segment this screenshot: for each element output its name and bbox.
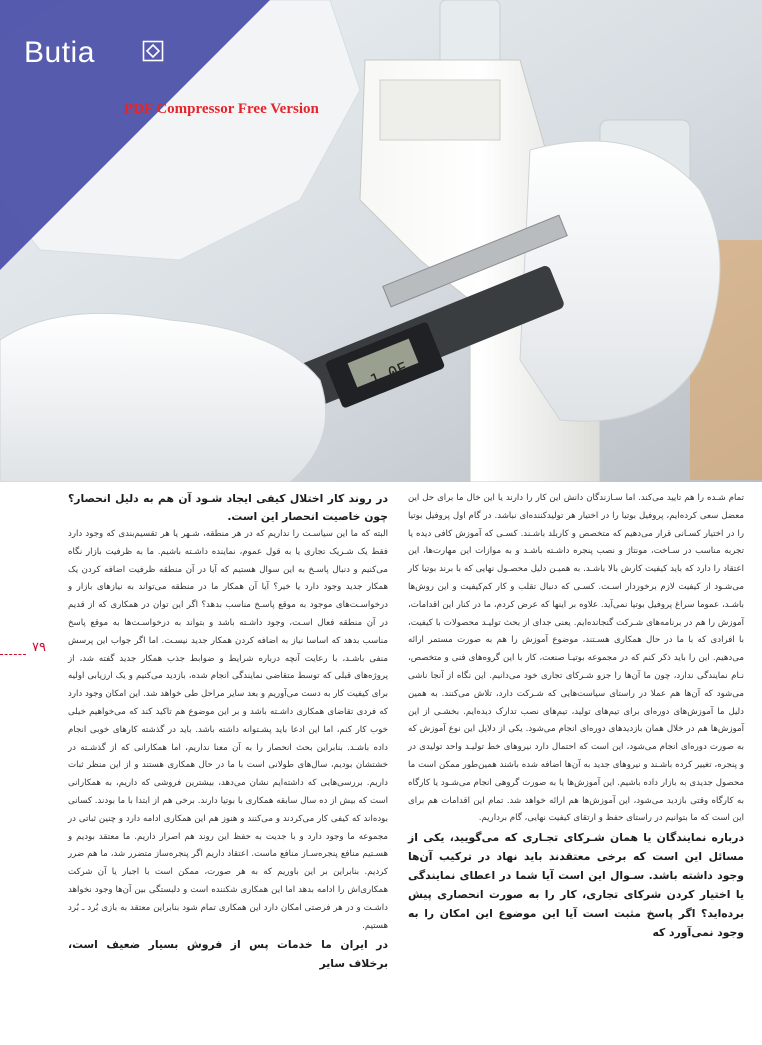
page-number: ۷۹ <box>32 640 46 655</box>
interview-question-continued: در روند کار اختلال کیفی ایجاد شـود آن هم به دلیل انحصار؟ چون خاصیت انحصار این است. <box>68 492 388 523</box>
page-number-rule <box>0 654 26 655</box>
caliper-readout: 1.0E <box>367 358 411 391</box>
article-column-right <box>408 490 744 942</box>
body-paragraph: تمام شـده را هم تایید می‌کند. اما سـازندگان دانش این کار را دارند یا این خال ما برای حل این معضل سعی کرده‌ایم، پروفیل بوتیا را در اختیار هر تولیدکننده‌ای نباشد. در گام اول پروفیل بوتیا را در اختیار کسـانی قرار می‌دهیم که متخصص و کاربلد باشـند. کسـی که آموزش کافی دیده یا تجربه مناسب در سـاخت، مونتاژ و نصب پنجره داشـته باشـد و به موازات این مهارت‌ها، این اعتقاد را دارد که باید کیفیت کارش بالا باشـد. به همیـن دلیل محصـول نهایی که با برند بوتیا کار می‌شـود از کیفیت لازم برخوردار اسـت. کسـی که دنبال تقلب و کار کم‌کیفیت و این روش‌ها باشـد، عموما سراغ پروفیل بوتیا نمی‌آید. علاوه بر اینها که عرض کردم، ما در کنار این اقدامات، آموزش را هم در برنامه‌های شـرکت گنجانده‌ایم. یعنی جدای از بحث تولیـد محصولات با کیفیت، با افرادی که با ما در حال همکاری هسـتند، موضوع آموزش را هم به صورت مستمر ارائه می‌دهیم. این را باید ذکر کنم که در مجموعه بوتیـا صنعت، کار با این گروه‌های فنی و متخصص، نـام نمایندگی ندارد، چون ما آن‌ها را جزو شـرکای تجاری خود می‌دانیم. این نگاه از آنجا ناشی می‌شود که آن‌ها هم عملا در راستای سیاست‌هایی که شـرکت دارد، تلاش می‌کنند. به همین دلیل ما آموزش‌های دوره‌ای برای تیم‌های تولید، تیم‌های نصب تدارک دیده‌ایم. بخشـی از این آموزش‌ها هم در خلال همان بازدیدهای دوره‌ای انجام می‌شود. یکی از دلایل این نوع آموزش که به صورت دوره‌ای انجام می‌شود، این است که احتمال دارد نیروهای خط تولیـد واحد تولیدی در و پنجره، تغییر کرده باشـند و نیروهای جدید به آن‌ها اضافه شده باشند همین‌طور ممکن است ما محصول جدیدی به بازار داده باشیم. این آموزش‌ها یا به صورت گروهی انجام می‌شـود یا کارگاه به کارگاه وقتی بازدید می‌شود، این آموزش‌ها هم ارائه خواهد شد. تمام این اقدامات هم برای این است که ما بتوانیم در راستای حفظ و ارتقای کیفیت نهایی، گام برداریم. <box>408 493 744 824</box>
interview-question: در ایران ما خدمات پس از فروش بسیار ضعیف است، برخلاف سایر <box>68 938 388 971</box>
watermark-text: PDF Compressor Free Version <box>124 101 319 117</box>
square-rotated-logo-icon <box>142 40 164 62</box>
brand-name: Butia <box>24 36 95 69</box>
body-paragraph: البته که ما این سیاسـت را نداریم که در هر منطقه، شـهر یا هر تقسیم‌بندی که وجود دارد فقط یک شـریک تجاری یا به قول عموم، نماینده داشـته باشیم. ما به ظرفیت بازار نگاه می‌کنیم و دنبال پاسـخ به این سوال هستیم که آیا در آن منطقه ظرفیت اضافه کردن یک همکار جدید وجود دارد یا خیر؟ آیا آن همکار ما در منطقه می‌تواند به نیازهای بازار و درخواسـت‌های موجود به موقع پاسـخ مناسب بدهد؟ اگر این توان در همکاری که از قدیم در آن منطقه فعال اسـت، وجود داشـته باشد و بتواند به درخواسـت‌ها به موقع پاسخ مناسب بدهد که اساسا نیاز به اضافه کردن همکار جدید نیسـت. اما اگر جواب این پرسش منفی باشـد، با رعایت آنچه درباره شرایط و ضوابط جذب همکار جدید گفته شد، از پروژه‌های قبلی که توسط متقاضی نمایندگی انجام شده، بازدید می‌کنیم و یک ارزیابی اولیه برای کیفیت کار به دست می‌آوریم و بعد سایر مراحل طی خواهد شد. این امکان وجود دارد که فردی تقاضای همکاری داشـته باشد و بر این موضوع هم تاکید کند که می‌خواهیم خیلی خوب کار کنم، اما این ادعا باید پشـتوانه داشته باشد. باید در گذشته کارهای خوبی انجام داده باشـد. بنابراین بحث انحصار را به آن معنا نداریم، اما همکارانی که از گذشـته در خشتشان بودیم، سال‌های طولانی است با ما در حال همکاری هستند و از این منظر ثبات داریم. بررسی‌هایی که داشته‌ایم نشان می‌دهد، بیشترین فروشی که داریم، به همکارانی است که بیش از ده سال سابقه همکاری با بوتیا دارند. برخی هم از ابتدا با ما بودند. کسانی بوده‌اند که کیفی کار می‌کردند و می‌کنند و هنوز هم این همکاری ادامه دارد و چنین ثباتی در مجموعه ما وجود دارد و با جدیت به حفظ این روند هم اصرار داریم. ما معتقد بودیم و هسـتیم منافع پنجره‌سـاز منافع ماست. اعتقاد داریم اگر پنجره‌ساز متضرر شد، ما هم ضرر کردیم. بنابراین بر این باوریم که به هر صورت، ممکن است با اجبار یا آن شرکت همکاری‌اش را ادامه بدهد اما این همکاری شکننده است و دلبستگی بین آن‌ها وجود نخواهد داشـت و در هر فرصتی امکان دارد این همکاری تمام شود بنابراین معتقد به بازی بُرد ـ بُرد هستیم. <box>68 529 388 931</box>
article-column-left <box>68 490 388 973</box>
interview-question: درباره نمایندگان یا همان شـرکای تجـاری که می‌گویید، یکی از مسائل این است که برخی معتقدند باید نهاد در ترکیب آن‌ها وجود داشته باشد. سـوال این است آیا شما در اعطای نمایندگی یا اختیار کردن شرکای تجاری، کار را به صورت انحصاری پیش برده‌اید؟ اگر پاسخ مثبت است آیا این موضوع این امکان را به وجود نمی‌آورد که <box>408 831 744 940</box>
